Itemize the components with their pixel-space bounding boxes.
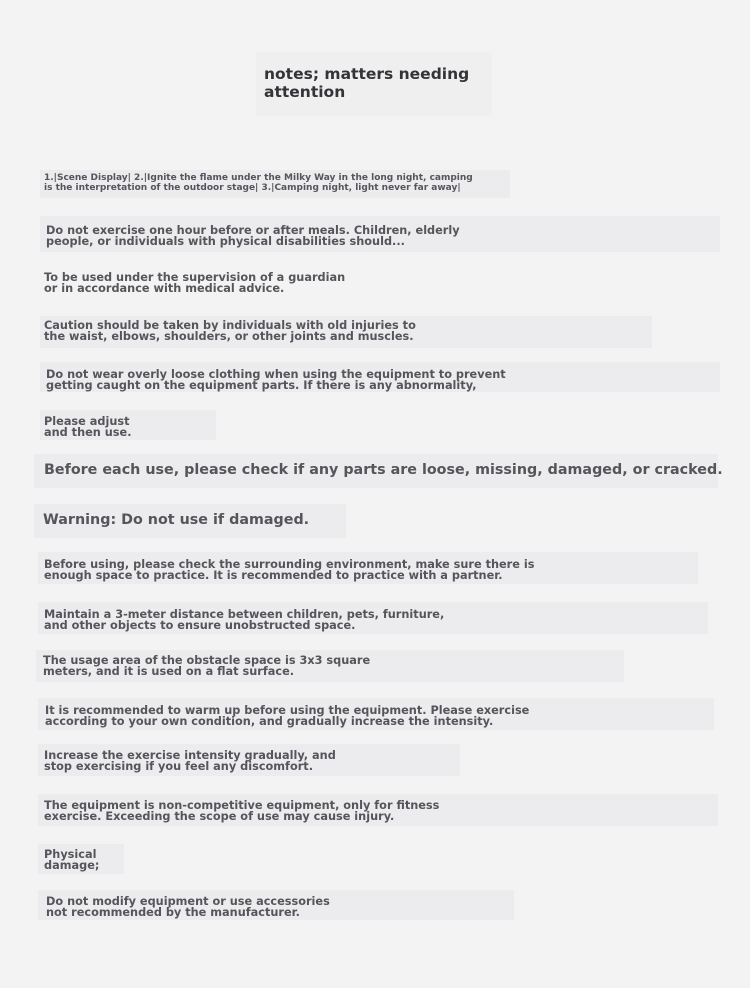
note-non-competitive: The equipment is non-competitive equipment, only for fitness exercise. Exceeding the scope of use may cause injury. xyxy=(44,799,440,823)
note-meals: Do not exercise one hour before or after meals. Children, elderly people, or individuals with physical disabilities should... xyxy=(46,224,460,248)
scene-display-line: 1.|Scene Display| 2.|Ignite the flame under the Milky Way in the long night, camping is the interpretation of the outdoor stage| 3.|Camping night, light never far away| xyxy=(44,173,473,193)
note-usage-area: The usage area of the obstacle space is 3x3 square meters, and it is used on a flat surface. xyxy=(43,654,371,678)
note-warm-up: It is recommended to warm up before using the equipment. Please exercise according to your own condition, and gradually increase the intensity. xyxy=(45,704,530,728)
page-title: notes; matters needing attention xyxy=(264,65,470,101)
note-check-parts: Before each use, please check if any parts are loose, missing, damaged, or cracked. xyxy=(44,462,723,478)
note-physical-damage: Physical damage; xyxy=(44,848,100,872)
note-distance: Maintain a 3-meter distance between children, pets, furniture, and other objects to ensure unobstructed space. xyxy=(44,608,445,632)
note-intensity: Increase the exercise intensity gradually, and stop exercising if you feel any discomfort. xyxy=(44,749,336,773)
title-box xyxy=(256,52,492,116)
note-old-injuries: Caution should be taken by individuals with old injuries to the waist, elbows, shoulders, or other joints and muscles. xyxy=(44,319,416,343)
note-environment: Before using, please check the surrounding environment, make sure there is enough space to practice. It is recommended to practice with a partner. xyxy=(44,558,535,582)
note-adjust: Please adjust and then use. xyxy=(44,415,132,439)
note-guardian: To be used under the supervision of a guardian or in accordance with medical advice. xyxy=(44,271,346,295)
note-warning: Warning: Do not use if damaged. xyxy=(43,512,310,528)
note-modify-equipment: Do not modify equipment or use accessories not recommended by the manufacturer. xyxy=(46,895,330,919)
note-loose-clothing: Do not wear overly loose clothing when using the equipment to prevent getting caught on the equipment parts. If there is any abnormality, xyxy=(46,368,506,392)
